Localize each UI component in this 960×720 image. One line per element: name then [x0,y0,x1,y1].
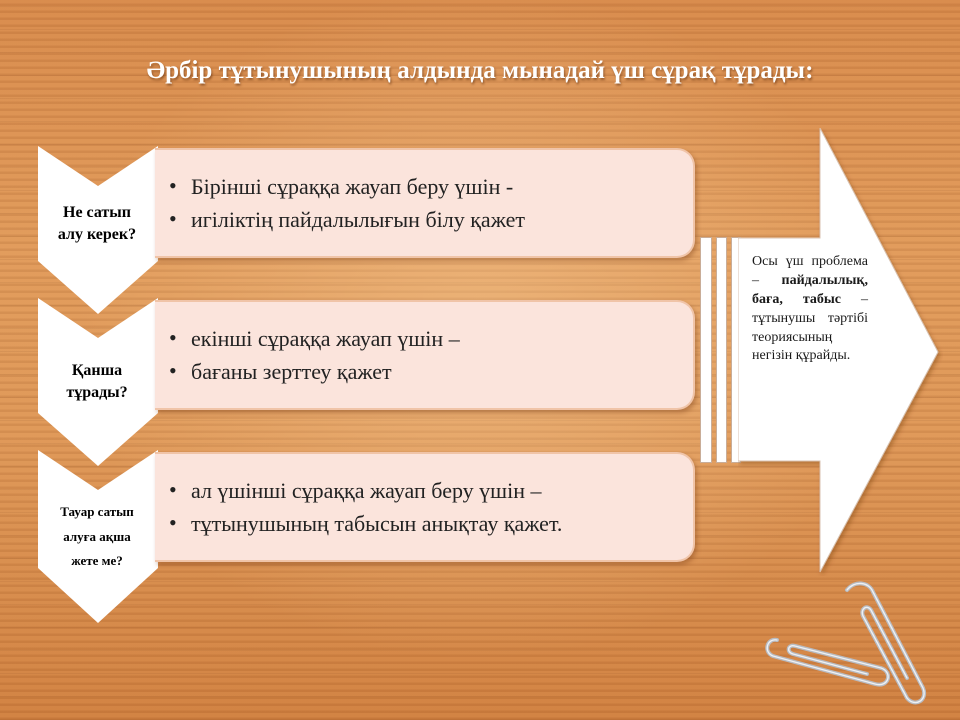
summary-text: Осы үш проблема – пайдалылық, баға, табыс – тұтынушы тәртібі теориясының негізін құрайды. [752,254,868,364]
answer-panel-2 [155,300,695,410]
answer-panel-1 [155,148,695,258]
question-label-2: Қанша тұрады? [66,362,128,401]
question-chevron-1 [38,146,160,316]
bullet-item: • ал үшінші сұраққа жауап беру үшін – [169,477,542,503]
question-label-3: Тауар сатып алуға ақша жете ме? [60,504,134,569]
slide-title: Әрбір тұтынушының алдында мынадай үш сұрақ тұрады: [146,57,814,84]
paperclip-icon [755,580,945,710]
bullet-item: • тұтынушының табысын анықтау қажет. [169,510,563,536]
bullet-item: • игіліктің пайдалылығын білу қажет [169,206,525,232]
bullet-item: • бағаны зерттеу қажет [169,358,392,384]
answer-panel-3 [155,452,695,562]
connector-bar [700,237,712,463]
question-label-1: Не сатып алу керек? [57,204,137,243]
connector-bar [716,237,727,463]
bullet-item: • екінші сұраққа жауап үшін – [169,325,460,351]
question-chevron-2 [38,298,160,468]
question-chevron-3 [38,450,160,625]
bullet-item: • Бірінші сұраққа жауап беру үшін - [169,173,514,199]
